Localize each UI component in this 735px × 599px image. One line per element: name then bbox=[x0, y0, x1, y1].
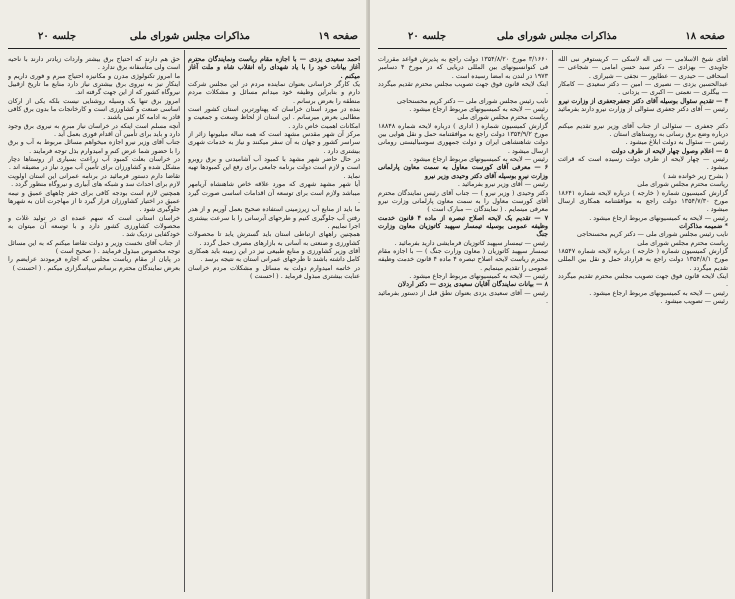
paragraph: ما امروز تکنولوژی مدرن و مکانیزه احتیاج مبرم و فوری داریم و اینکار نیز به نیروی برق بیشتری نیاز دارد منابع ما تاریخ ازقبیل نیروگاه کشور که از این جهت گرفته اند. bbox=[8, 71, 180, 97]
paragraph: اینک لایحه قانون فوق جهت تصویب مجلس محترم تقدیم میگردد . bbox=[558, 271, 728, 289]
page-number: صفحه ۱۹ bbox=[318, 31, 358, 42]
section-heading: ۶ — معرفی آقای کورست معاول به سمت معاون پارلمانی وزارت نیرو بوسیله آقای دکتر وحیدی وزیر نیرو bbox=[378, 163, 548, 180]
paragraph: نایب رئیس مجلس شورای ملی — دکتر کریم محسنحاجی bbox=[576, 230, 728, 239]
paragraph: مرکز آن شهر مقدس مشهد است که همه ساله میلیونها زائر از سراسر کشور و جهان به آن سفر میکنند و نیاز به خدمات شهری بیشتری دارد . bbox=[188, 130, 360, 155]
paragraph: ریاست محترم مجلس شورای ملی bbox=[637, 180, 728, 189]
paragraph: رئیس — لایحه به کمیسیونهای مربوط ارجاع میشود . bbox=[409, 155, 548, 164]
paragraph: خراسان استانی است که سهم عمده ای در تولید غلات و محصولات کشاورزی کشور دارد و با توسعه آن میتوان به خودکفایی نزدیک شد . bbox=[8, 213, 180, 239]
paragraph: از جناب آقای نخست وزیر و دولت تقاضا میکنم که به این مسائل توجه مخصوص مبذول فرمایند . ( صحیح است ) bbox=[8, 238, 180, 255]
paragraph: رئیس — چهار لایحه از طرف دولت رسیده است که قرائت میشود . bbox=[558, 155, 728, 172]
paragraph: ریاست محترم مجلس شورای ملی bbox=[637, 238, 728, 247]
paragraph: دکتر وحیدی ( وزیر نیرو ) — جناب آقای رئیس نمایندگان محترم آقای کورست معاول را به سمت معاون پارلمانی وزارت نیرو معرفی مینمایم . ( نمایندگان — مبارک است ) bbox=[378, 188, 548, 214]
paragraph: حق هم دارند که احتیاج برق بیشتر واردات زیادتر دارند با ناحیه است ولی متأسفانه برق ندارد . bbox=[8, 55, 180, 72]
paragraph: در حال حاضر شهر مشهد با کمبود آب آشامیدنی و برق روبرو است و لازم است دولت برنامه جامعی برای رفع این کمبودها تهیه نماید . bbox=[188, 155, 360, 180]
paragraph: رئیس — آقای وزیر نیرو بفرمائید . bbox=[457, 180, 548, 189]
section-heading: ۴ — تقدیم سئوال بوسیله آقای دکتر جعفرجعفری از وزارت نیرو bbox=[558, 96, 728, 105]
journal-title: مذاکرات مجلس شورای ملی bbox=[129, 31, 250, 42]
annotation-note: * ضمیمه مذاکرات bbox=[679, 221, 728, 230]
paragraph: گزارش کمیسیون شماره ( اداری ) درباره لایحه شماره ۱۸۸۴۸ مورخ ۱۳۵۴/۹/۲ دولت راجع به موافقتنامه حمل و نقل هوایی بین دولت شاهنشاهی ایران و دولت جمهوری سوسیالیستی رومانی ارسال میشود . bbox=[378, 121, 548, 155]
paragraph: دکتر جعفری — سئوالی از جناب آقای وزیر نیرو تقدیم میکنم درباره وضع برق رسانی به روستاهای استان . bbox=[558, 121, 728, 139]
paragraph: در خراسان بعلت کمبود آب زراعت بسیاری از روستاها دچار مشکل شده و کشاورزان برای تأمین آب مورد نیاز در مضیقه اند . bbox=[8, 155, 180, 172]
section-heading: ۷ — تقدیم یک لایحه اصلاح تبصره از ماده ۴ قانون خدمت وظیفه عمومی بوسیله تیمسار سپهبد کاتوزیان معاون وزارت جنگ bbox=[378, 213, 548, 239]
paragraph: ریاست محترم مجلس شورای ملی bbox=[457, 113, 548, 122]
paragraph: جناب آقای وزیر نیرو اجازه میخواهم مسائل مربوط به آب و برق را با حضور شما عرض کنم و امیدوارم بذل توجه فرمایند . bbox=[8, 138, 180, 155]
paragraph: گزارش کمیسیون شماره ( خارجه ) درباره لایحه شماره ۱۸۵۴۷ مورخ ۱۳۵۴/۸/۱ دولت راجع به قرارداد حمل و نقل بین المللی تقدیم میگردد . bbox=[558, 246, 728, 272]
right-page-header bbox=[378, 30, 727, 49]
paragraph: تقاضا دارم دستور فرمائید در برنامه عمرانی این استان اولویت لازم برای احداث سد و شبکه های آبیاری و نیروگاه منظور گردد . bbox=[8, 171, 180, 189]
paragraph: آنچه مسلم است اینکه در خراسان نیاز مبرم به نیروی برق وجود دارد و باید برای تأمین آن اقدام فوری بعمل آید . bbox=[8, 121, 180, 139]
paragraph: بنده در مورد استان خراسان که پهناورترین استان کشور است مطالبی بعرض میرسانم . این استان از لحاظ وسعت و جمعیت و امکانات اهمیت خاص دارد . bbox=[188, 105, 360, 130]
paragraph: ( بشرح زیر خوانده شد ) bbox=[663, 171, 728, 180]
column-divider bbox=[552, 50, 553, 592]
paragraph: امروز برق تنها یک وسیله روشنایی نیست بلکه یکی از ارکان اساسی صنعت و کشاورزی است و کارخانجات ما بدون برق کافی قادر به ادامه کار نمی باشند . bbox=[8, 96, 180, 122]
left-page-header bbox=[8, 30, 360, 49]
left-page-column-outer bbox=[8, 55, 180, 591]
page-number: صفحه ۱۸ bbox=[685, 31, 725, 42]
section-heading: ۵ — اعلام وصول چهار لایحه از طرف دولت bbox=[611, 146, 728, 155]
speaker-paragraph: احمد سعیدی یزدی — با اجازه مقام ریاست ونمایندگان محترم آغاز بیانات خود را با یاد شهدای راه انقلاب شاه و ملت آغاز میکنم . bbox=[188, 55, 360, 80]
paragraph: گزارش کمیسیون شماره ( خارجه ) درباره لایحه شماره ۱۸۶۴۱ مورخ ۱۳۵۴/۷/۳۰ دولت راجع به موافقتنامه همکاری ارسال میشود . bbox=[558, 188, 728, 214]
session-label: جلسه ۲۰ bbox=[38, 31, 77, 42]
paragraph: اینک لایحه قانون فوق جهت تصویب مجلس محترم تقدیم میگردد . bbox=[378, 80, 548, 97]
paragraph: رئیس — لایحه به کمیسیونهای مربوط ارجاع میشود . bbox=[589, 213, 728, 222]
paragraph: همچنین لازم است بودجه کافی برای حفر چاههای عمیق و نیمه عمیق در اختیار کشاورزان قرار گیرد تا از مهاجرت آنان به شهرها جلوگیری شود . bbox=[8, 188, 180, 214]
paragraph: رئیس — لایحه به کمیسیونهای مربوط ارجاع میشود . bbox=[409, 271, 548, 280]
paragraph: آقای شیخ الاسلامی — نبی اله لاسکی — کریستوفر نبی الله جاویدی — بهزادی — دکتر سید حسن امامی — شجاعی — اسحاقی — حیدری — عطاپور — نجفی — شیرازی . bbox=[558, 55, 728, 80]
paragraph: رئیس — آقای دکتر جعفری سئوالی از وزارت نیرو دارند بفرمائید . bbox=[558, 105, 728, 122]
paragraph: ۳/۱۶۶۰ مورخ ۱۳۵۴/۸/۲۰ دولت راجع به پذیرش قواعد مقررات فی کنوانسیونهای بین المللی دریایی که در مورخ ۴ دسامبر ۱۹۷۳ در لندن به امضا رسیده است . bbox=[378, 55, 548, 80]
paragraph: رئیس — تیمسار سپهبد کاتوزیان فرمایشی دارید بفرمائید . bbox=[394, 238, 548, 247]
paragraph: رئیس — لایحه به کمیسیونهای مربوط ارجاع میشود . bbox=[589, 288, 728, 297]
paragraph: در پایان از مقام ریاست مجلس که اجازه فرمودند عرایضم را بعرض نمایندگان محترم برسانم سپاسگزاری میکنم . ( احسنت ) bbox=[8, 255, 180, 272]
paragraph: ما باید از منابع آب زیرزمینی استفاده صحیح بعمل آوریم و از هدر رفتن آب جلوگیری کنیم و طرحهای آبرسانی را با سرعت بیشتری اجرا نماییم . bbox=[188, 205, 360, 230]
column-divider bbox=[184, 50, 185, 592]
paragraph: تیمسار سپهبد کاتوزیان ( معاون وزارت جنگ ) — با اجازه مقام محترم ریاست لایحه اصلاح تبصره ۴ ماده ۴ قانون خدمت وظیفه عمومی را تقدیم مینمایم . bbox=[378, 246, 548, 272]
session-label: جلسه ۲۰ bbox=[408, 31, 447, 42]
paragraph: در خاتمه امیدوارم دولت به مسائل و مشکلات مردم خراسان عنایت بیشتری مبذول فرماید . ( احسنت ) bbox=[188, 263, 360, 280]
paragraph: رئیس — لایحه به کمیسیونهای مربوط ارجاع میشود . bbox=[409, 105, 548, 114]
paragraph: همچنین راههای ارتباطی استان باید گسترش یابد تا محصولات کشاورزی و صنعتی به آسانی به بازارهای مصرف حمل گردد . bbox=[188, 230, 360, 247]
section-heading: ۸ — بیانات نمایندگان آقایان سعیدی یزدی — دکتر اردلان bbox=[397, 280, 548, 289]
paragraph: یک کارگر خراسانی بعنوان نماینده مردم در این مجلس شرکت دارم و بنابراین وظیفه خود میدانم مسائل و مشکلات مردم منطقه را بعرض برسانم . bbox=[188, 80, 360, 105]
paragraph: آیا شهر مشهد شهری که مورد علاقه خاص شاهنشاه آریامهر میباشد ولازم است برای توسعه آن اقدامات اساسی صورت گیرد . bbox=[188, 180, 360, 205]
paragraph: رئیس — سئوال به دولت ابلاغ میشود . bbox=[625, 138, 728, 147]
paragraph: آقای وزیر کشاورزی و منابع طبیعی نیز در این زمینه باید همکاری کامل داشته باشند تا طرحهای عمرانی استان به نتیجه برسد . bbox=[188, 246, 360, 264]
paragraph: رئیس — آقای سعیدی یزدی بعنوان نطق قبل از دستور بفرمائید . bbox=[378, 288, 548, 305]
paragraph: نایب رئیس مجلس شورای ملی — دکتر کریم محسنحاجی bbox=[396, 96, 548, 105]
paragraph: عبدالحسین یزدی — نصیری — امین — دکتر سعیدی — کامکار — بیگلری — نعمتی — اکبری — یزدانی . bbox=[558, 80, 728, 97]
right-page bbox=[370, 0, 735, 599]
journal-title: مذاکرات مجلس شورای ملی bbox=[496, 31, 617, 42]
paragraph: رئیس — تصویب میشود . bbox=[660, 296, 728, 305]
right-page-column-inner bbox=[378, 55, 548, 591]
left-page-column-inner bbox=[188, 55, 360, 591]
right-page-column-outer bbox=[558, 55, 728, 591]
